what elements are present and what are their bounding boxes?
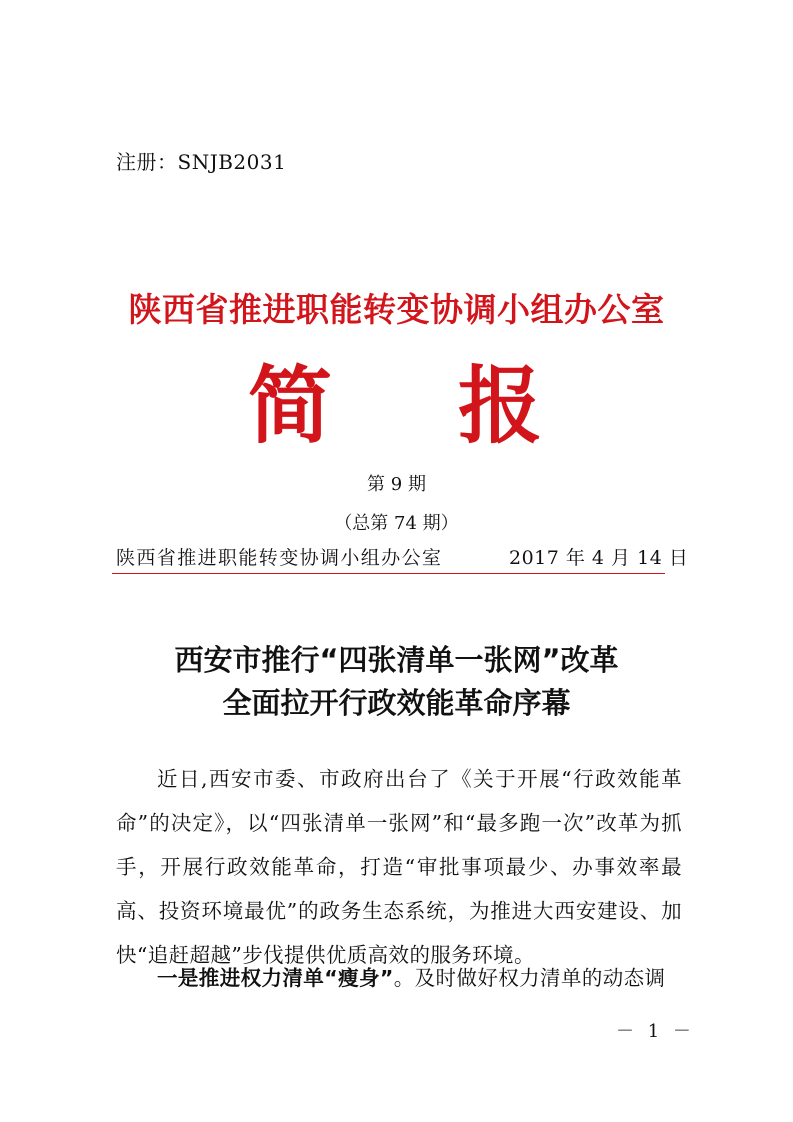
issue-date: 2017 年 4 月 14 日 <box>509 547 689 569</box>
page-number: － 1 － <box>616 1021 695 1042</box>
issue-number: 第 9 期 <box>367 474 426 495</box>
issuing-organization-heading: 陕西省推进职能转变协调小组办公室 <box>128 290 665 329</box>
article-title-line-2: 全面拉开行政效能革命序幕 <box>222 686 571 720</box>
article-title-line-1: 西安市推行“四张清单一张网”改革 <box>174 643 619 677</box>
article-paragraph-1: 近日,西安市委、市政府出台了《关于开展“行政效能革命”的决定》，以“四张清单一张网”和“最多跑一次”改革为抓手，开展行政效能革命，打造“审批事项最少、办事效率最高、投资环境最优”的政务生态系统，为推进大西安建设、加快“追赶超越”步伐提供优质高效的服务环境。 <box>116 767 682 967</box>
red-divider-line <box>112 573 665 574</box>
registration-number: 注册：SNJB2031 <box>116 150 287 174</box>
paragraph-2-text: 。及时做好权力清单的动态调 <box>393 966 666 990</box>
brief-title-char-1: 简 <box>248 357 333 455</box>
total-issue-number: （总第 74 期） <box>334 513 459 534</box>
issuer-name: 陕西省推进职能转变协调小组办公室 <box>116 547 443 569</box>
brief-title-char-2: 报 <box>458 357 543 455</box>
article-paragraph-2 <box>116 956 682 1000</box>
paragraph-2-lead: 一是推进权力清单“瘦身” <box>157 966 394 990</box>
